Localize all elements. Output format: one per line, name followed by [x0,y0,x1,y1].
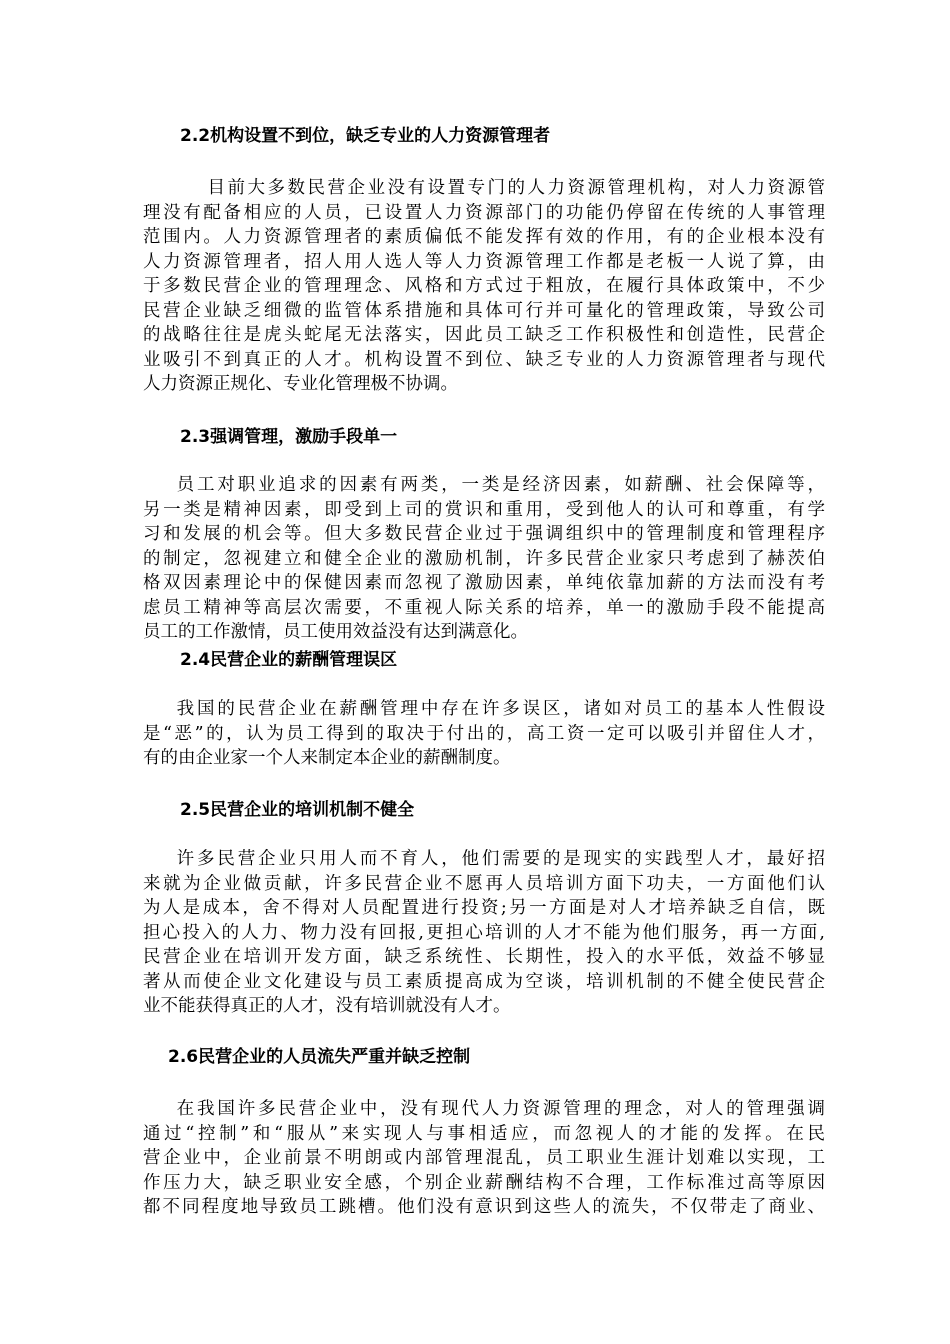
paragraph-line: 员工对职业追求的因素有两类，一类是经济因素，如薪酬、社会保障等， [143,475,825,495]
paragraph-line: 都不同程度地导致员工跳槽。他们没有意识到这些人的流失，不仅带走了商业、 [143,1197,825,1217]
paragraph-line: 理没有配备相应的人员，已设置人力资源部门的功能仍停留在传统的人事管理 [143,202,825,223]
section-paragraph-2-4 [143,697,825,771]
paragraph-line: 为人是成本，舍不得对人员配置进行投资;另一方面是对人才培养缺乏自信，既 [143,898,825,918]
section-heading-2-5: 2.5民营企业的培训机制不健全 [180,800,415,820]
paragraph-line: 在我国许多民营企业中，没有现代人力资源管理的理念，对人的管理强调 [143,1099,825,1119]
paragraph-line: 是“恶”的，认为员工得到的取决于付出的，高工资一定可以吸引并留住人才， [143,723,825,744]
section-heading-2-2: 2.2机构设置不到位，缺乏专业的人力资源管理者 [180,126,551,146]
paragraph-line: 的制定，忽视建立和健全企业的激励机制，许多民营企业家只考虑到了赫茨伯 [143,548,825,569]
paragraph-line: 目前大多数民营企业没有设置专门的人力资源管理机构，对人力资源管 [143,178,825,198]
paragraph-line: 作压力大，缺乏职业安全感，个别企业薪酬结构不合理，工作标准过高等原因 [143,1172,825,1193]
paragraph-line: 于多数民营企业的管理理念、风格和方式过于粗放，在履行具体政策中，不少 [143,276,825,296]
paragraph-line: 员工的工作激情，员工使用效益没有达到满意化。 [143,622,528,642]
paragraph-line: 业不能获得真正的人才，没有培训就没有人才。 [143,996,511,1016]
paragraph-line: 来就为企业做贡献，许多民营企业不愿再人员培训方面下功夫，一方面他们认 [143,873,825,894]
paragraph-line: 习和发展的机会等。但大多数民营企业过于强调组织中的管理制度和管理程序 [143,524,825,544]
section-heading-2-3: 2.3强调管理，激励手段单一 [180,427,398,447]
paragraph-line: 有的由企业家一个人来制定本企业的薪酬制度。 [143,748,511,768]
section-paragraph-2-5 [143,847,825,1019]
paragraph-line: 人力资源管理者，招人用人选人等人力资源管理工作都是老板一人说了算，由 [143,251,825,272]
paragraph-line: 民营企业在培训开发方面，缺乏系统性、长期性，投入的水平低，效益不够显 [143,947,825,967]
paragraph-line: 通过“控制”和“服从”来实现人与事相适应，而忽视人的才能的发挥。在民 [143,1123,825,1144]
paragraph-line: 民营企业缺乏细微的监管体系措施和具体可行并可量化的管理政策，导致公司 [143,300,825,321]
paragraph-line: 担心投入的人力、物力没有回报,更担心培训的人才不能为他们服务，再一方面, [143,922,825,943]
paragraph-line: 我国的民营企业在薪酬管理中存在许多误区，诸如对员工的基本人性假设 [143,699,825,719]
paragraph-line: 范围内。人力资源管理者的素质偏低不能发挥有效的作用，有的企业根本没有 [143,227,825,247]
paragraph-line: 许多民营企业只用人而不育人，他们需要的是现实的实践型人才，最好招 [143,849,825,869]
paragraph-line: 的战略往往是虎头蛇尾无法落实，因此员工缺乏工作积极性和创造性，民营企 [143,325,825,345]
paragraph-line: 营企业中，企业前景不明朗或内部管理混乱，员工职业生涯计划难以实现，工 [143,1148,825,1168]
paragraph-line: 著从而使企业文化建设与员工素质提高成为空谈，培训机制的不健全使民营企 [143,971,825,992]
section-heading-2-6: 2.6民营企业的人员流失严重并缺乏控制 [168,1047,471,1067]
paragraph-line: 虑员工精神等高层次需要，不重视人际关系的培养，单一的激励手段不能提高 [143,597,825,618]
section-paragraph-2-6 [143,1097,825,1220]
paragraph-line: 另一类是精神因素，即受到上司的赏识和重用，受到他人的认可和尊重，有学 [143,499,825,520]
paragraph-line: 格双因素理论中的保健因素而忽视了激励因素，单纯依靠加薪的方法而没有考 [143,573,825,593]
paragraph-line: 人力资源正规化、专业化管理极不协调。 [143,374,458,394]
section-heading-2-4: 2.4民营企业的薪酬管理误区 [180,650,398,670]
section-paragraph-2-2 [143,176,825,397]
paragraph-line: 业吸引不到真正的人才。机构设置不到位、缺乏专业的人力资源管理者与现代 [143,349,825,370]
section-paragraph-2-3 [143,473,825,645]
